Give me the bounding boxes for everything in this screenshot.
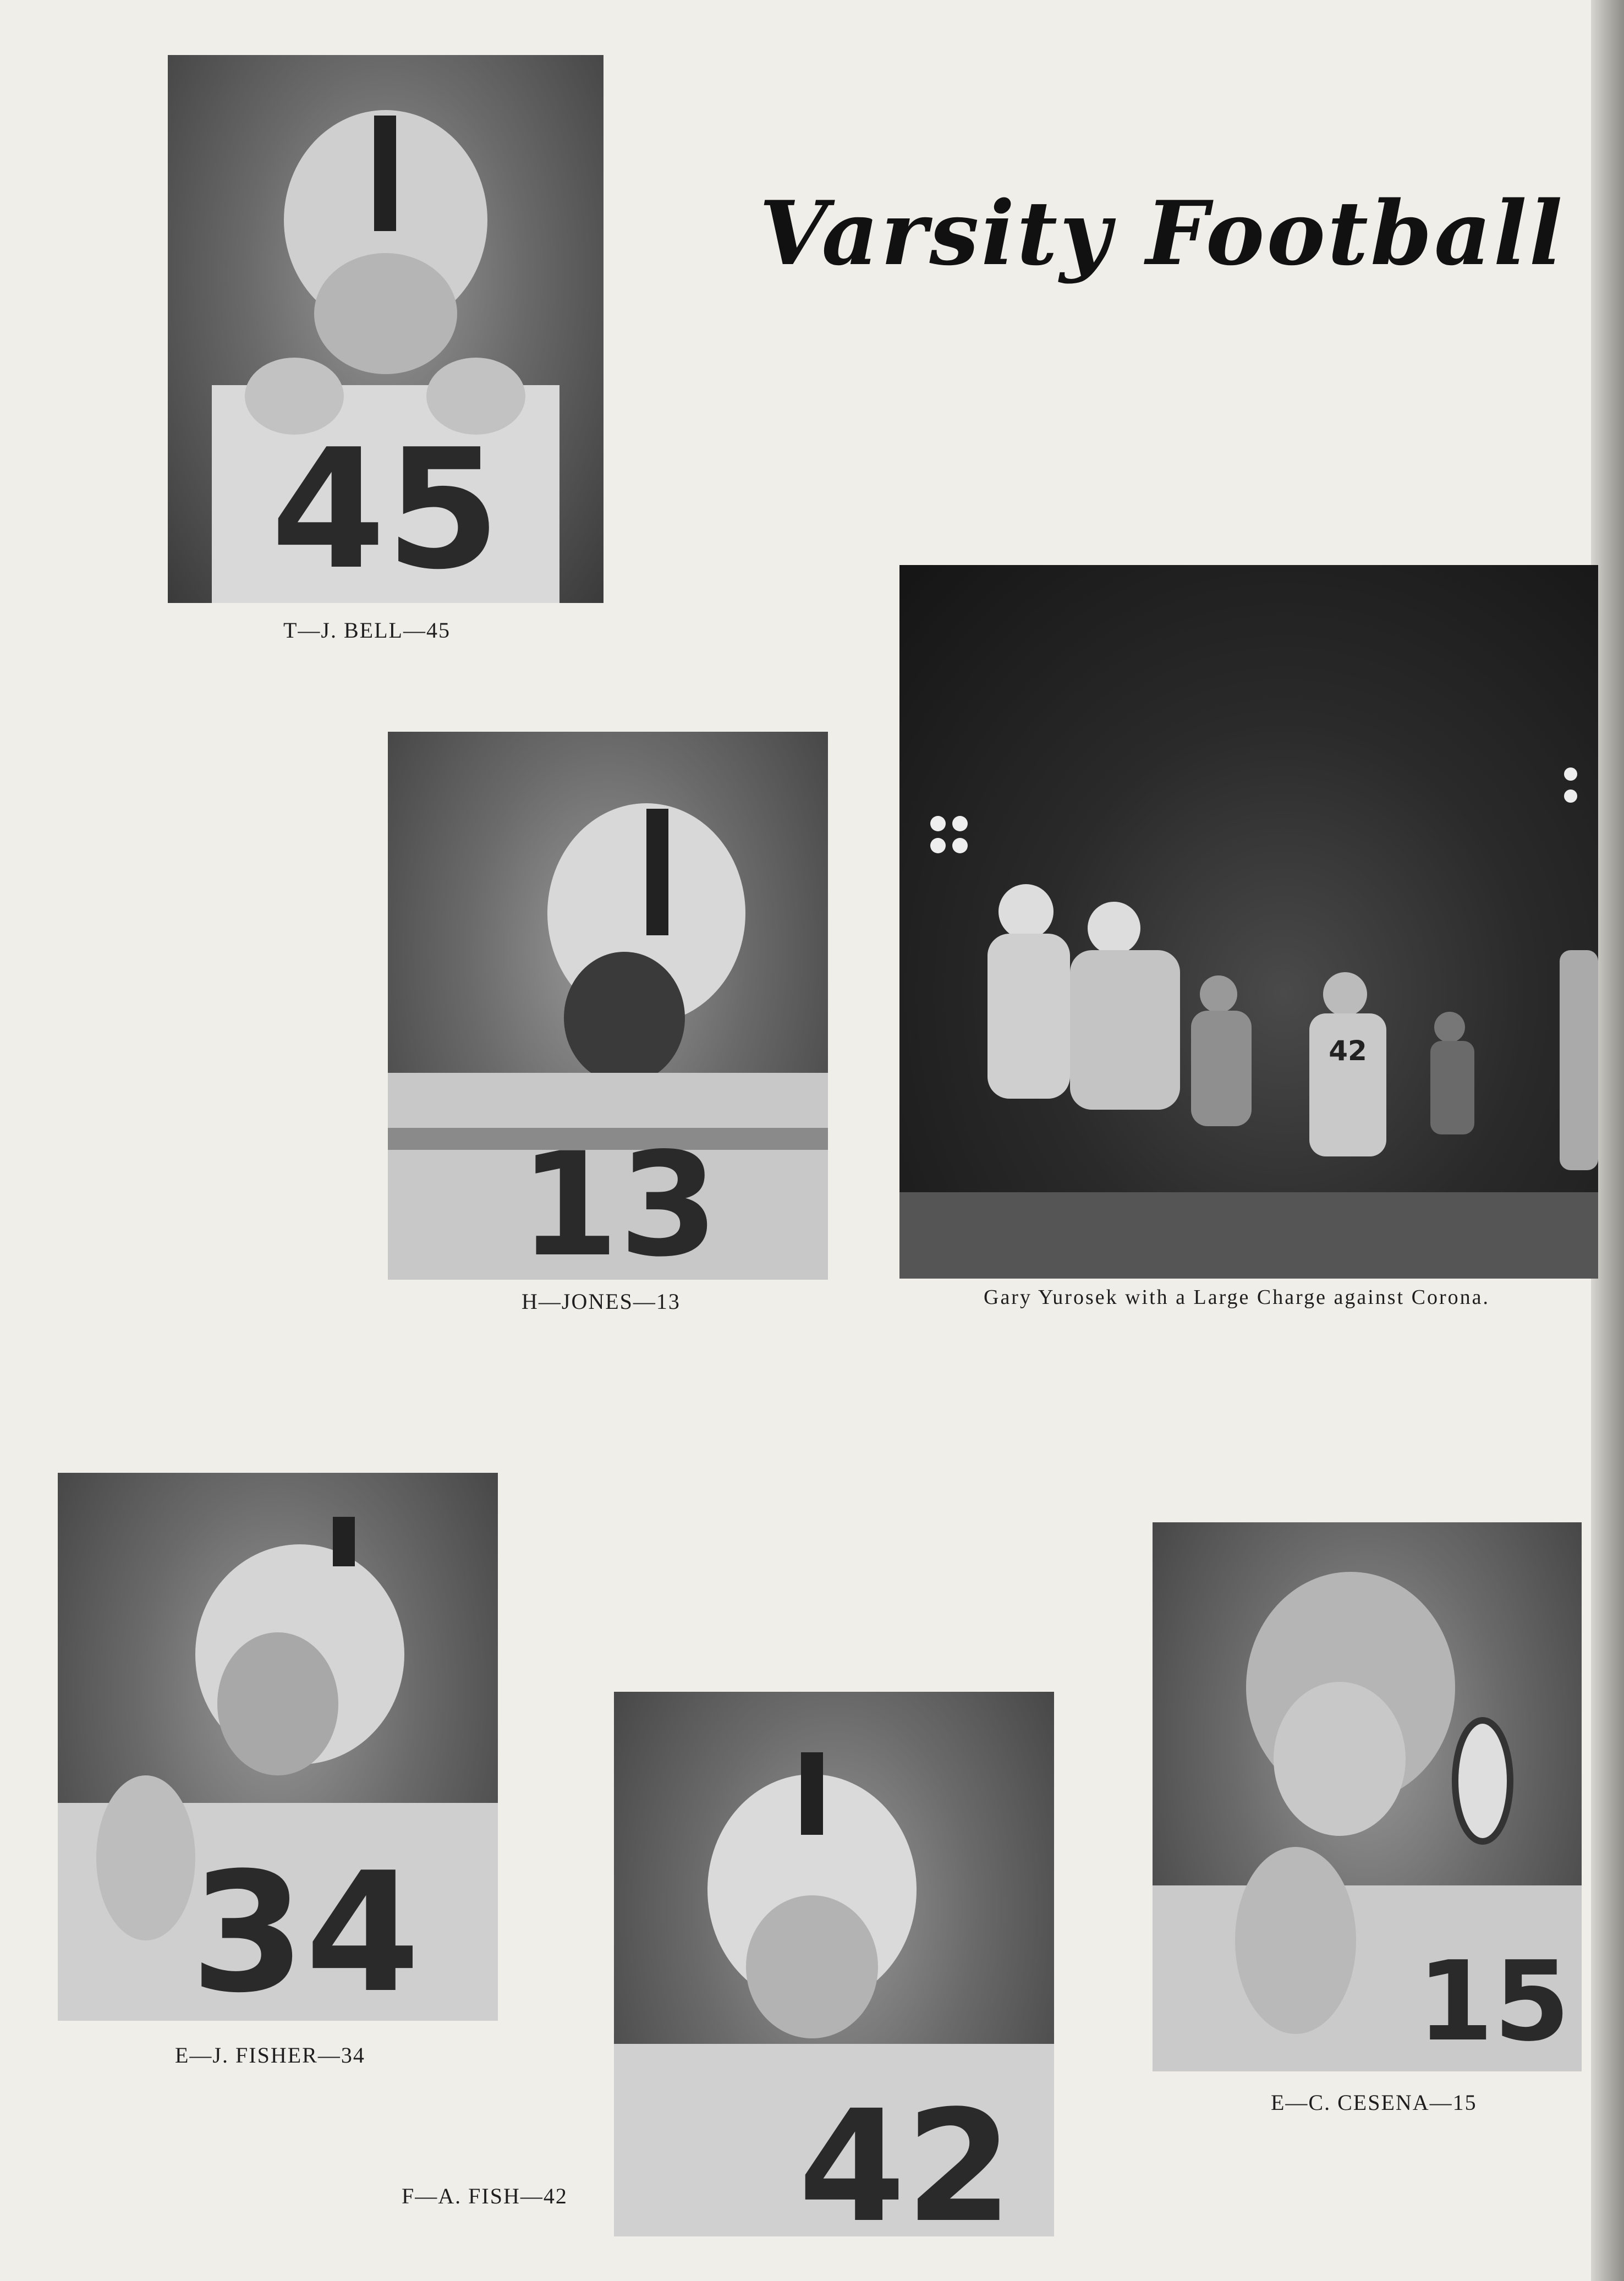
- player-portrait-graphic: [1153, 1522, 1582, 2071]
- player-portrait-graphic: [388, 732, 828, 1280]
- jersey-number-text: 42: [798, 2077, 1013, 2236]
- photo-caption-fish: F—A. FISH—42: [402, 2184, 568, 2208]
- player-portrait-graphic: [168, 55, 603, 603]
- photo-caption-cesena: E—C. CESENA—15: [1271, 2090, 1477, 2115]
- player-photo-jones: [388, 732, 828, 1280]
- player-photo-bell: [168, 55, 603, 603]
- photo-caption-fisher: E—J. FISHER—34: [175, 2043, 365, 2068]
- photo-caption-bell: T—J. BELL—45: [283, 618, 451, 643]
- jersey-number-text: 15: [1417, 1938, 1571, 2066]
- page-title: Varsity Football: [759, 182, 1565, 285]
- photo-caption-jones: H—JONES—13: [522, 1289, 681, 1314]
- action-scene-graphic: [899, 565, 1598, 1279]
- player-portrait-graphic: [58, 1473, 498, 2021]
- player-photo-cesena: [1153, 1522, 1582, 2071]
- jersey-number-text: 45: [271, 414, 501, 603]
- player-photo-fisher: [58, 1473, 498, 2021]
- jersey-number-text: 13: [519, 1122, 718, 1280]
- jersey-number-text: 34: [190, 1837, 420, 2021]
- player-portrait-graphic: [614, 1692, 1054, 2236]
- action-photo-corona-game: [899, 565, 1598, 1279]
- jersey-number-text: 42: [1329, 1035, 1367, 1067]
- photo-caption-action: Gary Yurosek with a Large Charge against Corona.: [984, 1286, 1490, 1309]
- player-photo-fish: [614, 1692, 1054, 2236]
